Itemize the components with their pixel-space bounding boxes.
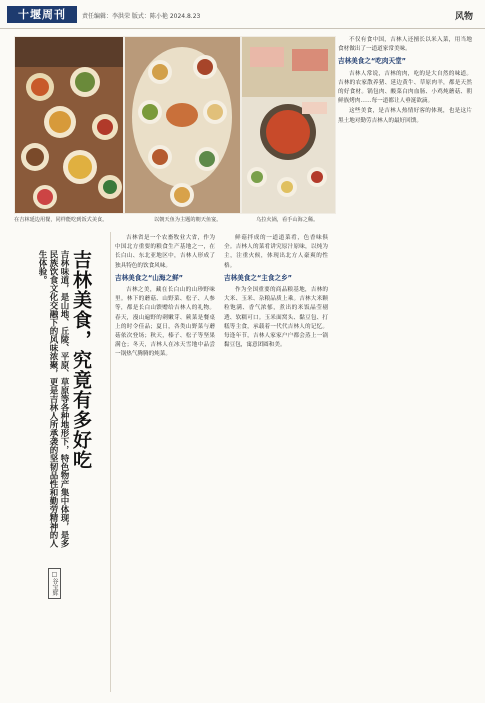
article-title: 吉林美食，究竟有多好吃 [70,250,92,470]
newspaper-brand: 十堰周刊 [7,6,77,23]
fish-feast-photo [124,36,241,214]
paragraph: 作为全国重要的商品粮基地，吉林的大米、玉米、杂粮品质上乘。吉林大米颗粒饱满、香气浓郁，煮出的米饭晶莹剔透、软糯可口。玉米面窝头、黏豆包、打糕等主食，承载着一代代吉林人的记忆。每逢年节，吉林人家家户户都会蒸上一锅黏豆包，寓意团圆和美。 [224,287,328,349]
photo-caption-2: 以朝天鱼为主题的朝天鱼宴。 [154,217,222,223]
section-heading: 吉林美食之“主食之乡” [224,273,293,282]
article-column-2 [224,234,328,692]
article-column-1 [115,234,215,692]
article-author: □谷宝辉 [48,568,61,599]
editor-credits: 责任编辑：李洪荣 版式：陈小艳 2024.8.23 [82,13,201,20]
masthead [0,0,485,29]
paragraph: 吉林省是一个农畜牧业大省，作为中国北方重要的粮食生产基地之一，在长白山、东北亚地区中，吉林人形成了独具特色的饮食风味。 [115,235,215,269]
photo-caption-3: 乌拉火锅，看手山海之稀。 [256,217,319,223]
paragraph: 吉林人常说，吉林的肉，吃的是大自然的味道。吉林的农家散养猪、延边黄牛、草原肉羊，都是天然的好食材。锅包肉、酸菜白肉血肠、小鸡炖蘑菇、朝鲜族烤肉……每一道都让人垂涎欲滴。 [338,70,472,105]
photo-caption-1: 在吉林延边用餐，同样能吃到饭式美食。 [14,217,108,223]
article-subtitle: 吉林味道，是山地、丘陵、平原、草原等各种地形下，特色物产集中体现，是多民族饮食文化交融下的风味浓聚，更是吉林人所承袭的坚韧品性和勤劳精神的人生体验。 [37,250,69,548]
paragraph: 鲜菇拌成的一道道菜肴，色香味俱全。吉林人的菜肴讲究原汁原味，以炖为主，注重火候，体现出北方人豪爽的性格。 [224,235,328,269]
hotpot-photo [241,36,336,214]
paragraph: 这些美食，是吉林人热情好客的体现，也是这片黑土地对勤劳吉林人的最好回馈。 [338,108,472,124]
photo-collage [14,36,334,224]
paragraph: 吉林之美，藏在长白山的山珍野味里。林下的蘑菇、山野菜、松子、人参等，都是长白山馈赠给吉林人的礼物。春天，漫山遍野的刺嫩芽、蕨菜是餐桌上的时令佳品；夏日，各类山野菜与蘑菇依次登场；秋天，榛子、松子等坚果满仓；冬天，吉林人在冰天雪地中品尝一锅热气腾腾的炖菜。 [115,287,215,358]
section-name: 风物 [454,12,473,22]
article-column-3 [338,36,472,692]
feast-photo [14,36,124,214]
column-divider [110,232,111,692]
section-heading: 吉林美食之“山海之鲜” [115,273,184,282]
section-heading: 吉林美食之“吃肉天堂” [338,57,407,66]
paragraph: 不仅有食中国，吉林人还擅长以米入菜，用当地食材做出了一道道家常美味。 [338,37,472,53]
headline-block [18,250,106,690]
